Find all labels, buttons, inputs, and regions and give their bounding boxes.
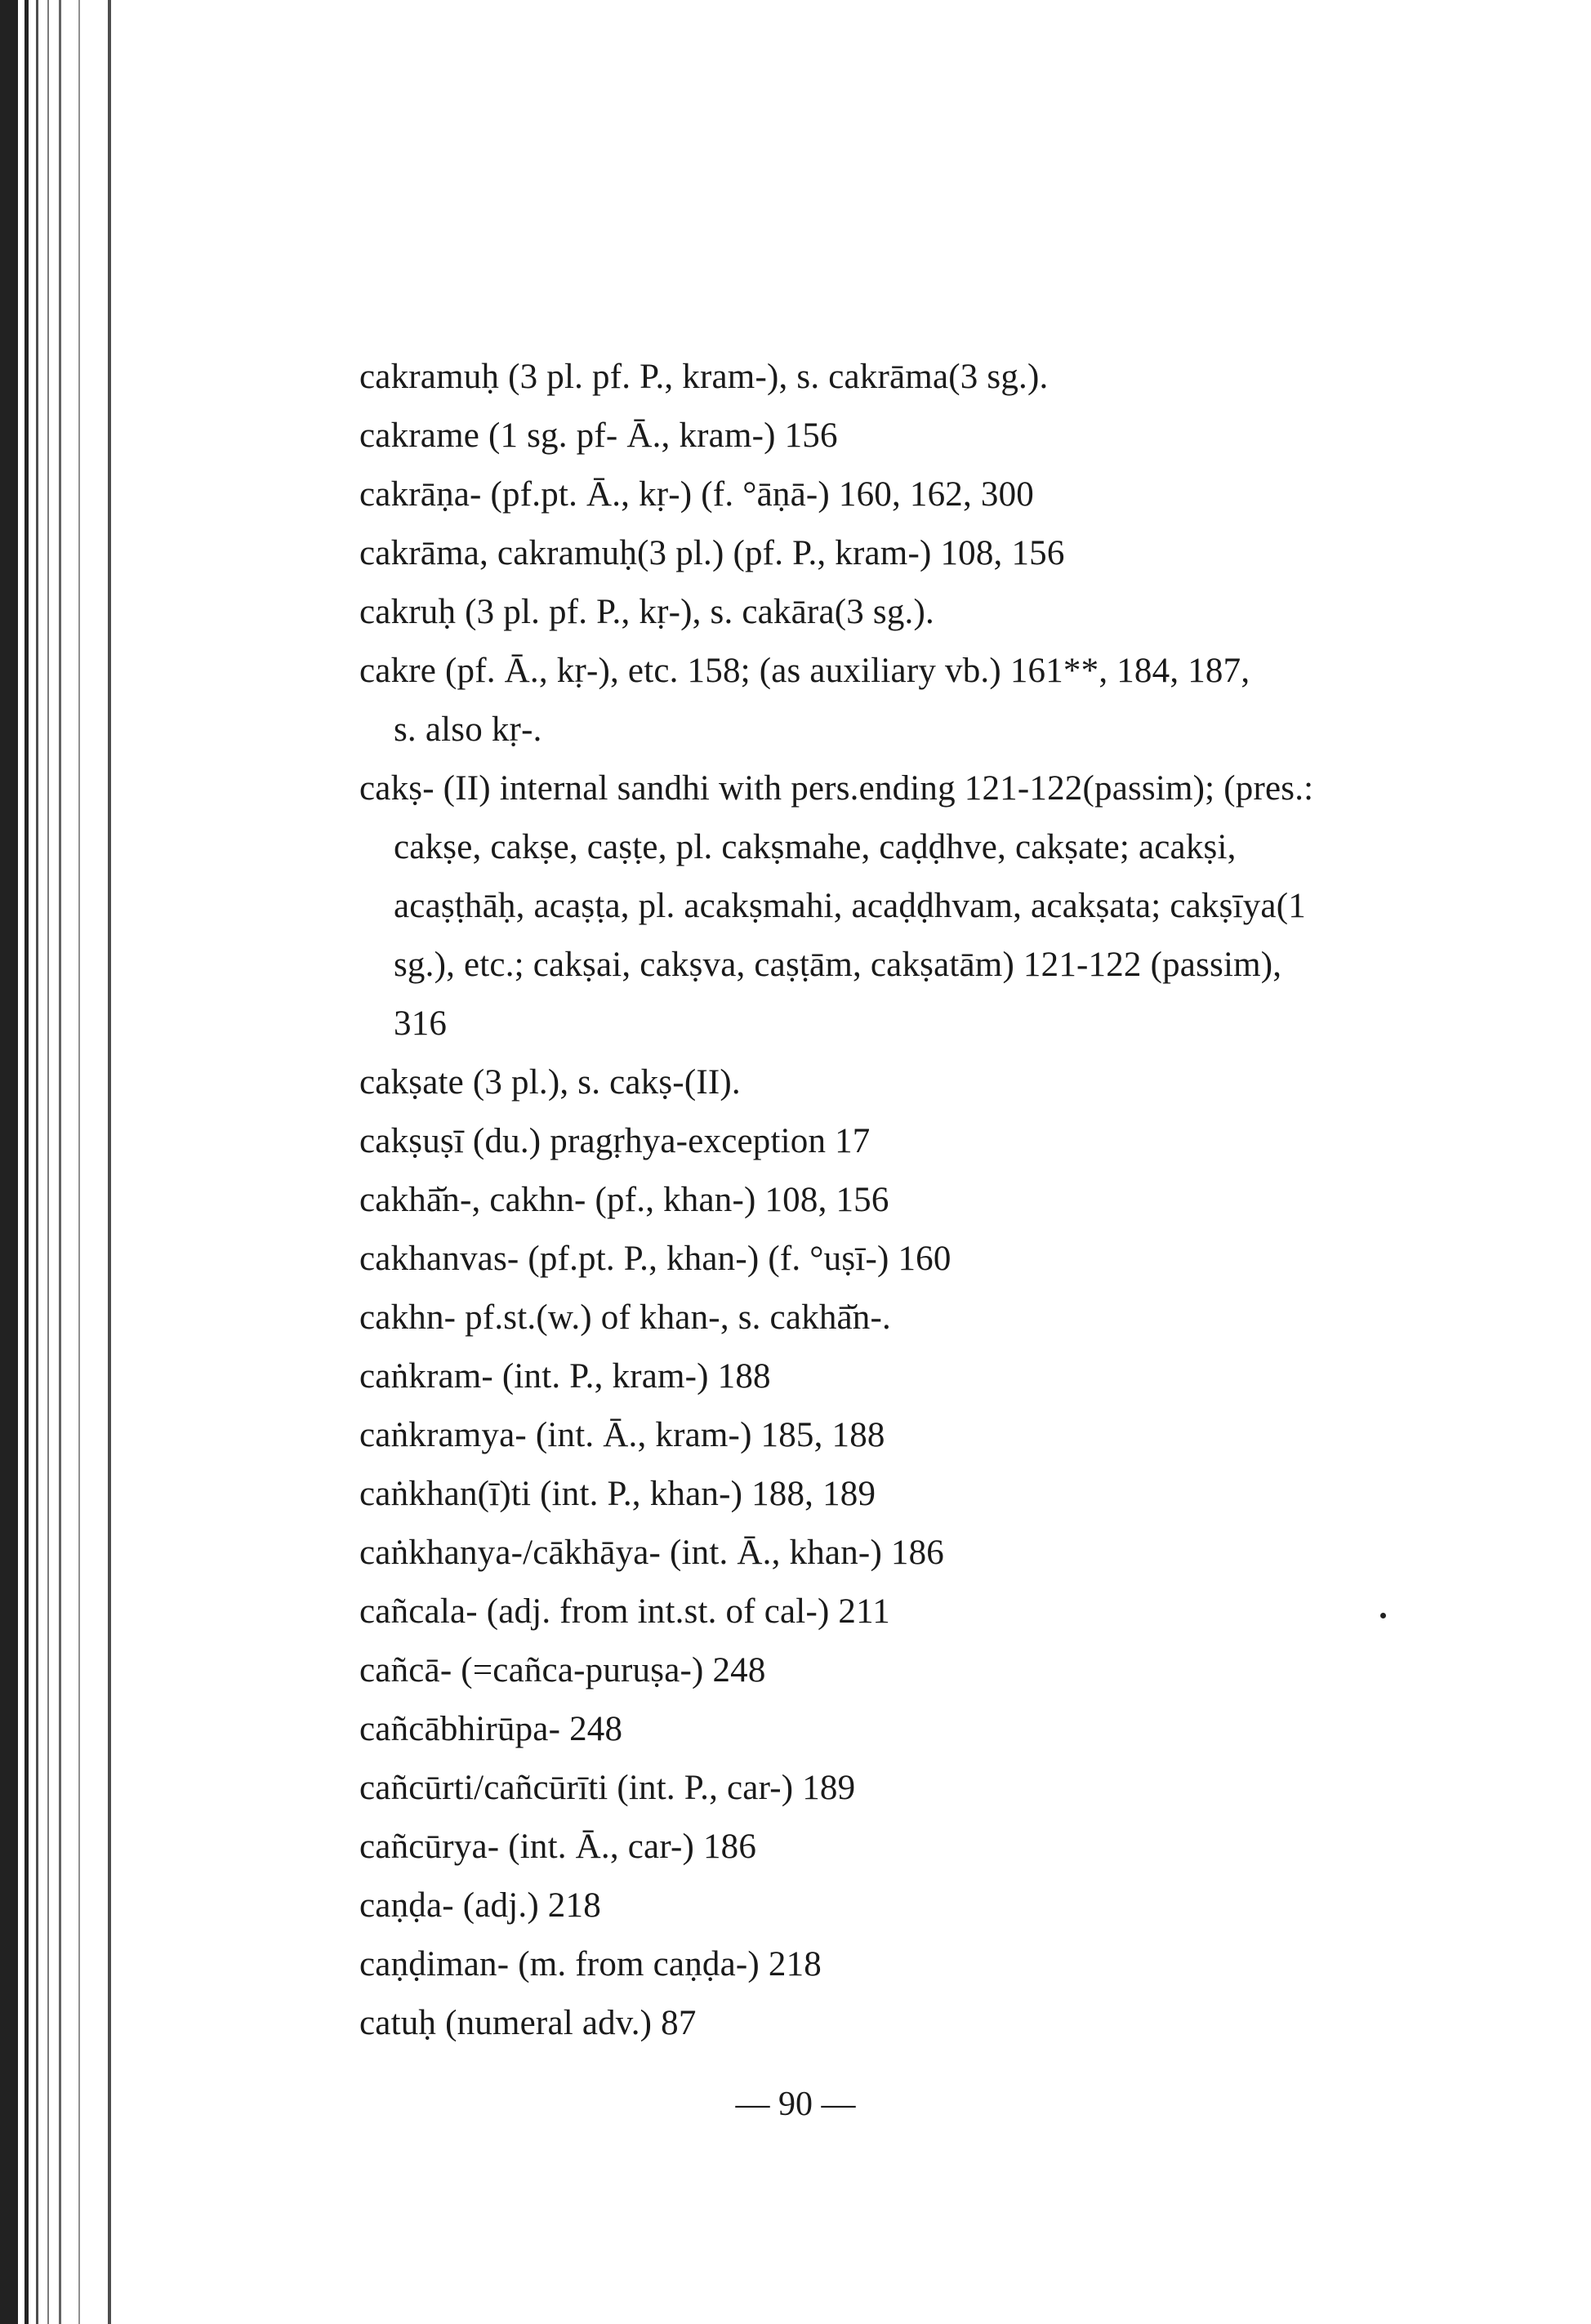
index-entry: cakrāṇa- (pf.pt. Ā., kṛ-) (f. °āṇā-) 160, 162, 300 (359, 475, 1034, 514)
index-entry: cañcābhirūpa- 248 (359, 1710, 623, 1748)
index-entry: caṅkhanya-/cākhāya- (int. Ā., khan-) 186 (359, 1534, 945, 1572)
index-entry: cakrāma, cakramuḥ(3 pl.) (pf. P., kram-) 108, 156 (359, 534, 1065, 572)
index-entry: caṇḍa- (adj.) 218 (359, 1886, 601, 1925)
index-entry: cañcūrya- (int. Ā., car-) 186 (359, 1828, 757, 1866)
index-entry: cañcā- (=cañca-puruṣa-) 248 (359, 1651, 766, 1690)
index-entry: cakṣ- (II) internal sandhi with pers.ending 121-122(passim); (pres.: (359, 769, 1314, 808)
index-entry: cakṣate (3 pl.), s. cakṣ-(II). (359, 1063, 741, 1102)
index-entry-continuation: s. also kṛ-. (394, 710, 542, 749)
index-entry: cakhā̆n-, cakhn- (pf., khan-) 108, 156 (359, 1181, 889, 1219)
index-entry: catuḥ (numeral adv.) 87 (359, 2004, 697, 2042)
index-entry-continuation: sg.), etc.; cakṣai, cakṣva, caṣṭām, cakṣatām) 121-122 (passim), (394, 946, 1282, 984)
index-entry: cakre (pf. Ā., kṛ-), etc. 158; (as auxiliary vb.) 161**, 184, 187, (359, 652, 1250, 690)
index-entry-continuation: 316 (394, 1004, 448, 1043)
index-entry: cakramuḥ (3 pl. pf. P., kram-), s. cakrāma(3 sg.). (359, 358, 1049, 396)
index-entry: caṅkramya- (int. Ā., kram-) 185, 188 (359, 1416, 885, 1454)
index-entry: cakhn- pf.st.(w.) of khan-, s. cakhā̆n-. (359, 1298, 891, 1337)
index-entry-continuation: cakṣe, cakṣe, caṣṭe, pl. cakṣmahe, caḍḍhve, cakṣate; acakṣi, (394, 828, 1237, 866)
index-entry: cañcūrti/cañcūrīti (int. P., car-) 189 (359, 1769, 856, 1807)
stray-dot-mark (1380, 1613, 1386, 1618)
scanned-binding-edge (0, 0, 123, 2324)
index-entry: caṅkhan(ī)ti (int. P., khan-) 188, 189 (359, 1475, 876, 1513)
index-entry: cakruḥ (3 pl. pf. P., kṛ-), s. cakāra(3 sg.). (359, 593, 934, 631)
index-entry: cakhanvas- (pf.pt. P., khan-) (f. °uṣī-) 160 (359, 1240, 951, 1278)
index-entry: cakrame (1 sg. pf- Ā., kram-) 156 (359, 416, 838, 455)
page-number: — 90 — (735, 2086, 856, 2123)
index-entry-continuation: acaṣṭhāḥ, acaṣṭa, pl. acakṣmahi, acaḍḍhvam, acakṣata; cakṣīya(1 (394, 887, 1306, 925)
index-entry: cañcala- (adj. from int.st. of cal-) 211 (359, 1592, 890, 1631)
index-entry: caṇḍiman- (m. from caṇḍa-) 218 (359, 1945, 822, 1983)
index-entry: cakṣuṣī (du.) pragṛhya-exception 17 (359, 1122, 871, 1160)
index-entry: caṅkram- (int. P., kram-) 188 (359, 1357, 771, 1396)
